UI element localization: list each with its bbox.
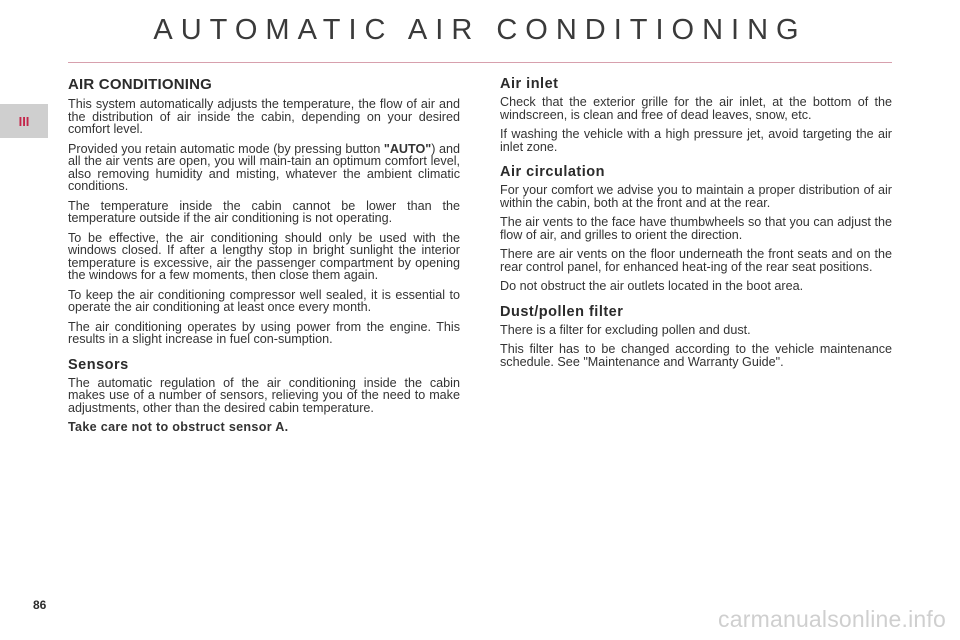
paragraph-text: ) and all the air vents are open, you will main-tain an optimum comfort level, also removing humidity and misting, whatever the ambient climatic conditions. — [68, 141, 460, 193]
paragraph: The temperature inside the cabin cannot be lower than the temperature outside if the air conditioning is not operating. — [68, 198, 460, 225]
watermark: carmanualsonline.info — [718, 606, 946, 632]
sensor-warning-note: Take care not to obstruct sensor A. — [68, 420, 289, 434]
section-heading-dust-pollen-filter: Dust/pollen filter — [500, 303, 624, 320]
section-heading-air-circulation: Air circulation — [500, 164, 605, 180]
page-number: 86 — [33, 598, 47, 612]
section-heading-air-conditioning: AIR CONDITIONING — [68, 76, 213, 93]
page-title: AUTOMATIC AIR CONDITIONING — [153, 14, 807, 46]
paragraph: This filter has to be changed according to the vehicle maintenance schedule. See "Maintenance and Warranty Guide". — [500, 342, 892, 369]
section-heading-air-inlet: Air inlet — [500, 76, 559, 92]
paragraph: If washing the vehicle with a high pressure jet, avoid targeting the air inlet zone. — [500, 127, 892, 154]
title-divider — [68, 62, 892, 63]
paragraph: There is a filter for excluding pollen and dust. — [500, 322, 751, 337]
paragraph: Do not obstruct the air outlets located in the boot area. — [500, 279, 804, 293]
paragraph: The air vents to the face have thumbwheels so that you can adjust the flow of air, and grilles to orient the direction. — [500, 215, 892, 242]
paragraph: There are air vents on the floor underneath the front seats and on the rear control panel, for enhanced heat-ing of the rear seat positions. — [500, 247, 892, 274]
paragraph: For your comfort we advise you to maintain a proper distribution of air within the cabin, both at the front and at the rear. — [500, 183, 892, 210]
paragraph: To keep the air conditioning compressor well sealed, it is essential to operate the air conditioning at least once every month. — [68, 287, 460, 314]
paragraph: Check that the exterior grille for the air inlet, at the bottom of the windscreen, is clean and free of dead leaves, snow, etc. — [500, 95, 892, 122]
paragraph: To be effective, the air conditioning should only be used with the windows closed. If after a lengthy stop in bright sunlight the interior temperature is excessive, air the passenger compartment by opening the windows for a few moments, then close them again. — [68, 230, 460, 282]
paragraph — [68, 143, 460, 193]
auto-button-reference: "AUTO" — [383, 141, 432, 156]
right-column — [500, 76, 892, 375]
left-column — [68, 76, 460, 441]
paragraph: This system automatically adjusts the temperature, the flow of air and the distribution of air inside the cabin, depending on your desired comfort level. — [68, 97, 460, 136]
section-heading-sensors: Sensors — [68, 356, 129, 373]
paragraph: The automatic regulation of the air conditioning inside the cabin makes use of a number of sensors, relieving you of the need to make adjustments, other than the desired cabin temperature. — [68, 375, 460, 415]
paragraph: The air conditioning operates by using power from the engine. This results in a slight increase in fuel con-sumption. — [68, 319, 460, 346]
chapter-tab: III — [0, 104, 48, 138]
paragraph-text: Provided you retain automatic mode (by pressing button — [68, 141, 384, 156]
